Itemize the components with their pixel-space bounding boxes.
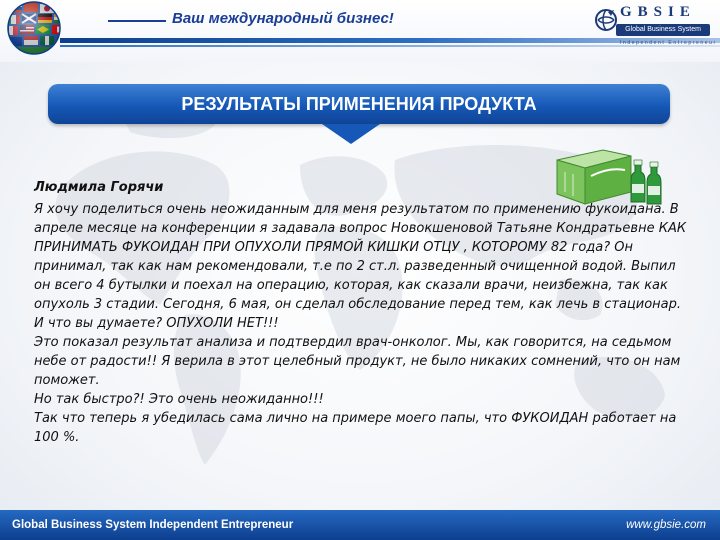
logo-subtitle: Independent Entrepreneur — [620, 40, 717, 46]
footer-company-name: Global Business System Independent Entrepreneur — [12, 519, 294, 531]
testimonial — [34, 178, 692, 447]
title-banner — [48, 84, 670, 124]
testimonial-paragraph: Я хочу поделиться очень неожиданным для меня результатом по применению фукоидана. В апреле месяце на конференции я задавала вопрос Новокшеновой Татьяне Кондратьевне КАК ПРИНИМАТЬ ФУКОИДАН ПРИ ОПУХОЛИ ПРЯМОЙ КИШКИ ОТЦУ , КОТОРОМУ 82 года? Он принимал, так как нам рекомендовали, т.е по 2 ст.л. разведенный очищенной водой. Выпил он всего 4 бутылки и поехал на операцию, которая, как сказали врачи, неизбежна, так как опухоль 3 стадии. Сегодня, 6 мая, он сделал обследование перед тем, как лечь в стационар. И что вы думаете? ОПУХОЛИ НЕТ!!! — [34, 202, 687, 331]
footer-website-link[interactable]: www.gbsie.com — [626, 519, 706, 531]
header-tagline: Ваш международный бизнес! — [172, 10, 394, 27]
testimonial-paragraph: Это показал результат анализа и подтвердил врач-онколог. Мы, как говорится, на седьмом небе от радости!! Я верила в этот целебный продукт, не было никаких сомнений, что он нам поможет. — [34, 335, 681, 388]
testimonial-author: Людмила Горячи — [34, 180, 164, 195]
gbsie-logo[interactable] — [594, 4, 717, 54]
title-arrow-down-icon — [322, 124, 380, 144]
page-title: РЕЗУЛЬТАТЫ ПРИМЕНЕНИЯ ПРОДУКТА — [181, 94, 537, 114]
footer-bar — [0, 510, 720, 540]
logo-wordmark: GBSIE — [620, 4, 696, 20]
logo-box-label: Global Business System — [616, 24, 710, 36]
gbsie-globe-logo-icon — [594, 8, 618, 32]
tagline-rule — [108, 20, 166, 22]
globe-flags-icon — [0, 0, 72, 58]
testimonial-paragraph: Так что теперь я убедилась сама лично на примере моего папы, что ФУКОИДАН работает на 100 %. — [34, 411, 677, 445]
testimonial-paragraph: Но так быстро?! Это очень неожиданно!!! — [34, 392, 324, 407]
